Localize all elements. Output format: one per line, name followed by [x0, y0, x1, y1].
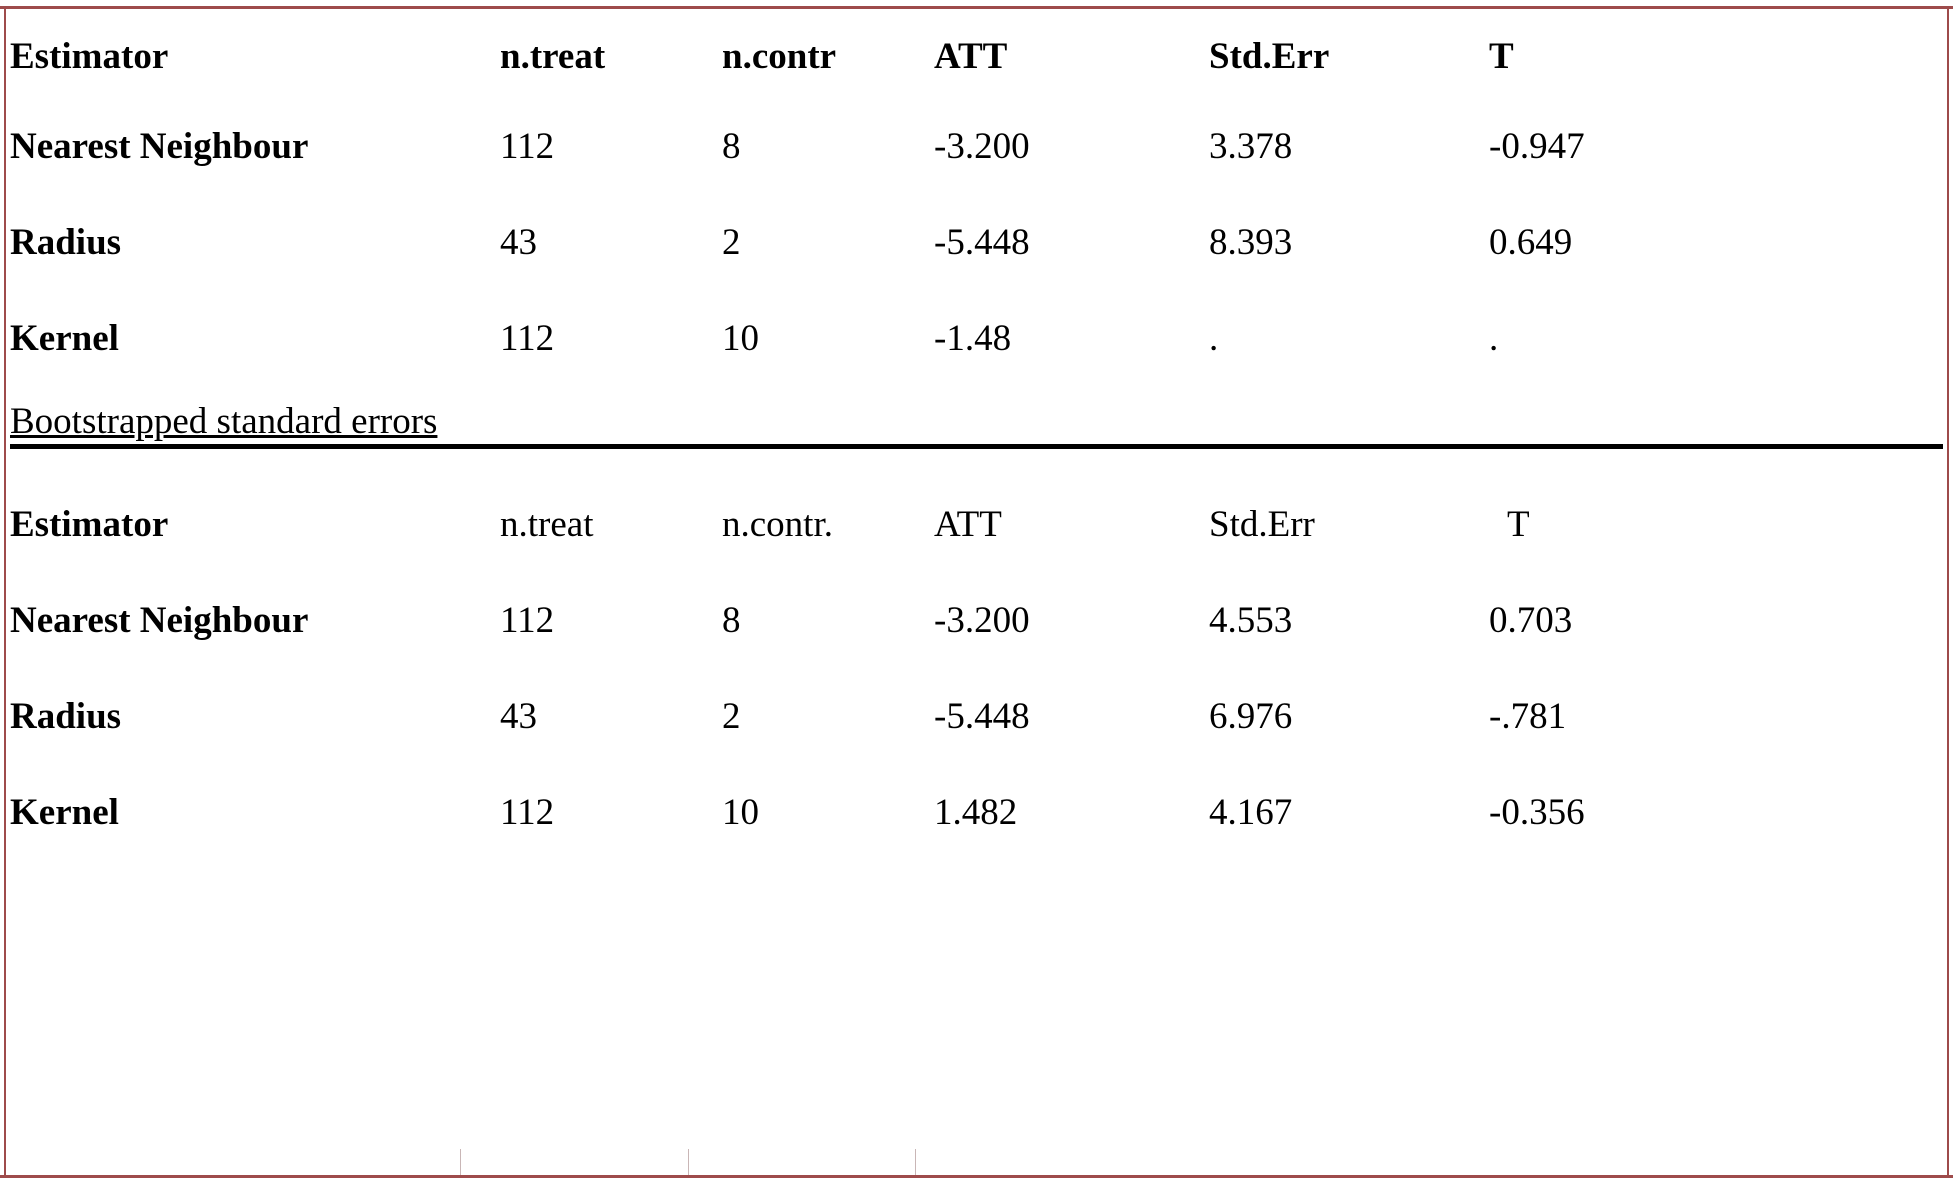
section-note [10, 386, 1943, 476]
table-row [10, 668, 1953, 764]
bottom-spacer [10, 860, 1943, 1010]
cell-std-err: 4.167 [1209, 791, 1293, 833]
cell-n-treat: 112 [500, 125, 555, 167]
cell-att: -5.448 [934, 695, 1030, 737]
cell-n-treat: 112 [500, 791, 555, 833]
column-header-estimator: Estimator [10, 503, 169, 545]
table-row [10, 98, 1943, 194]
cell-t: . [1489, 317, 1499, 359]
cell-n-contr: 10 [722, 791, 759, 833]
page-border-left [4, 6, 6, 1178]
cell-n-treat: 112 [500, 317, 555, 359]
page-edge-tick [460, 1149, 461, 1175]
row-label-nearest-neighbour: Nearest Neighbour [10, 125, 309, 167]
cell-att: -1.48 [934, 317, 1012, 359]
cell-att: -3.200 [934, 125, 1030, 167]
page-border-top [0, 6, 1953, 9]
bootstrapped-standard-errors-note: Bootstrapped standard errors [10, 401, 438, 442]
column-header-std-err: Std.Err [1209, 503, 1315, 545]
table-row [10, 764, 1953, 860]
document-content [10, 14, 1943, 1010]
page-edge-tick [915, 1149, 916, 1175]
row-label-radius: Radius [10, 221, 122, 263]
cell-std-err: 6.976 [1209, 695, 1293, 737]
cell-std-err: 8.393 [1209, 221, 1293, 263]
section-divider [10, 444, 1943, 449]
cell-n-treat: 43 [500, 221, 537, 263]
cell-n-contr: 8 [722, 125, 741, 167]
table-row [10, 194, 1943, 290]
cell-n-contr: 2 [722, 221, 741, 263]
table-row [10, 290, 1943, 386]
cell-n-contr: 10 [722, 317, 759, 359]
column-header-att: ATT [934, 503, 1002, 545]
cell-att: -5.448 [934, 221, 1030, 263]
page-edge-tick [688, 1149, 689, 1175]
cell-std-err: . [1209, 317, 1219, 359]
cell-std-err: 3.378 [1209, 125, 1293, 167]
cell-n-contr: 8 [722, 599, 741, 641]
cell-n-contr: 2 [722, 695, 741, 737]
column-header-n-treat: n.treat [500, 35, 606, 77]
column-header-att: ATT [934, 35, 1008, 77]
column-header-n-contr: n.contr. [722, 503, 833, 545]
column-header-n-contr: n.contr [722, 35, 837, 77]
row-label-nearest-neighbour: Nearest Neighbour [10, 599, 309, 641]
cell-t: -.781 [1489, 695, 1567, 737]
column-header-estimator: Estimator [10, 35, 169, 77]
row-label-kernel: Kernel [10, 791, 119, 833]
table-row [10, 572, 1953, 668]
cell-t: 0.703 [1489, 599, 1573, 641]
cell-att: 1.482 [934, 791, 1018, 833]
column-header-n-treat: n.treat [500, 503, 594, 545]
cell-std-err: 4.553 [1209, 599, 1293, 641]
results-table-primary [10, 14, 1943, 386]
table-header-row [10, 476, 1953, 572]
row-label-radius: Radius [10, 695, 122, 737]
row-label-kernel: Kernel [10, 317, 119, 359]
table-header-row [10, 14, 1943, 98]
results-table-bootstrapped [10, 476, 1953, 860]
cell-n-treat: 43 [500, 695, 537, 737]
column-header-t: T [1489, 35, 1514, 77]
column-header-std-err: Std.Err [1209, 35, 1330, 77]
cell-t: -0.356 [1489, 791, 1585, 833]
cell-t: -0.947 [1489, 125, 1585, 167]
column-header-t: T [1507, 503, 1530, 545]
page-border-bottom [0, 1175, 1953, 1178]
cell-att: -3.200 [934, 599, 1030, 641]
cell-n-treat: 112 [500, 599, 555, 641]
cell-t: 0.649 [1489, 221, 1573, 263]
